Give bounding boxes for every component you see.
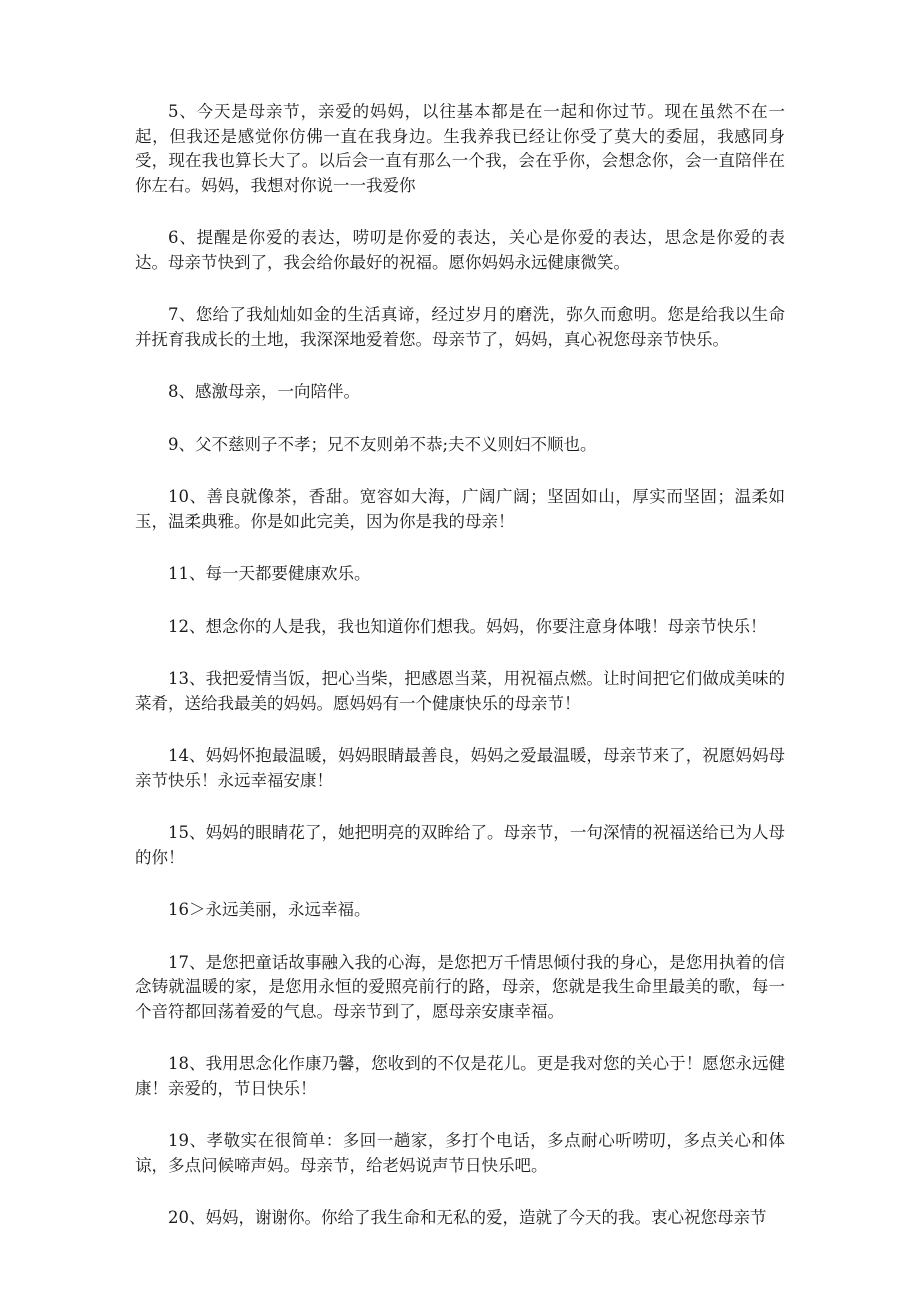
- paragraph-18: 18、我用思念化作康乃馨，您收到的不仅是花儿。更是我对您的关心于！愿您永远健康！亲爱的，节日快乐！: [135, 1054, 785, 1098]
- paragraph-20: 20、妈妈，谢谢你。你给了我生命和无私的爱，造就了今天的我。衷心祝您母亲节: [168, 1208, 767, 1227]
- paragraph-17: 17、是您把童话故事融入我的心海，是您把万千情思倾付我的身心，是您用执着的信念铸就温暖的家，是您用永恒的爱照亮前行的路，母亲，您就是我生命里最美的歌，每一个音符都回荡着爱的气息。母亲节到了，愿母亲安康幸福。: [135, 952, 785, 1021]
- paragraph-9: 9、父不慈则子不孝；兄不友则弟不恭;夫不义则妇不顺也。: [168, 434, 597, 454]
- document-body: [135, 100, 785, 1231]
- paragraph-16: 16＞永远美丽，永远幸福。: [168, 900, 371, 919]
- paragraph-13: 13、我把爱情当饭，把心当柴，把感恩当菜，用祝福点燃。让时间把它们做成美味的菜肴，送给我最美的妈妈。愿妈妈有一个健康快乐的母亲节！: [135, 669, 785, 713]
- paragraph-10: 10、善良就像茶，香甜。宽容如大海，广阔广阔；坚固如山，厚实而坚固；温柔如玉，温柔典雅。你是如此完美，因为你是我的母亲！: [135, 487, 785, 531]
- paragraph-15: 15、妈妈的眼睛花了，她把明亮的双眸给了。母亲节，一句深情的祝福送给已为人母的你！: [135, 823, 785, 867]
- paragraph-8: 8、感激母亲，一向陪伴。: [168, 382, 360, 401]
- paragraph-14: 14、妈妈怀抱最温暖，妈妈眼睛最善良，妈妈之爱最温暖，母亲节来了，祝愿妈妈母亲节快乐！永远幸福安康！: [135, 746, 785, 790]
- paragraph-5: 5、今天是母亲节，亲爱的妈妈，以往基本都是在一起和你过节。现在虽然不在一起，但我还是感觉你仿佛一直在我身边。生我养我已经让你受了莫大的委屈，我感同身受，现在我也算长大了。以后会一直有那么一个我，会在乎你，会想念你，会一直陪伴在你左右。妈妈，我想对你说一一我爱你: [135, 102, 785, 195]
- paragraph-6: 6、提醒是你爱的表达，唠叨是你爱的表达，关心是你爱的表达，思念是你爱的表达。母亲节快到了，我会给你最好的祝福。愿你妈妈永远健康微笑。: [135, 228, 785, 272]
- paragraph-19: 19、孝敬实在很简单：多回一趟家，多打个电话，多点耐心听唠叨，多点关心和体谅，多点问候啼声妈。母亲节，给老妈说声节日快乐吧。: [135, 1131, 785, 1175]
- paragraph-11: 11、每一天都要健康欢乐。: [168, 564, 371, 583]
- paragraph-7: 7、您给了我灿灿如金的生活真谛，经过岁月的磨洗，弥久而愈明。您是给我以生命并抚育我成长的土地，我深深地爱着您。母亲节了，妈妈，真心祝您母亲节快乐。: [135, 305, 785, 349]
- paragraph-12: 12、想念你的人是我，我也知道你们想我。妈妈，你要注意身体哦！母亲节快乐！: [168, 616, 767, 636]
